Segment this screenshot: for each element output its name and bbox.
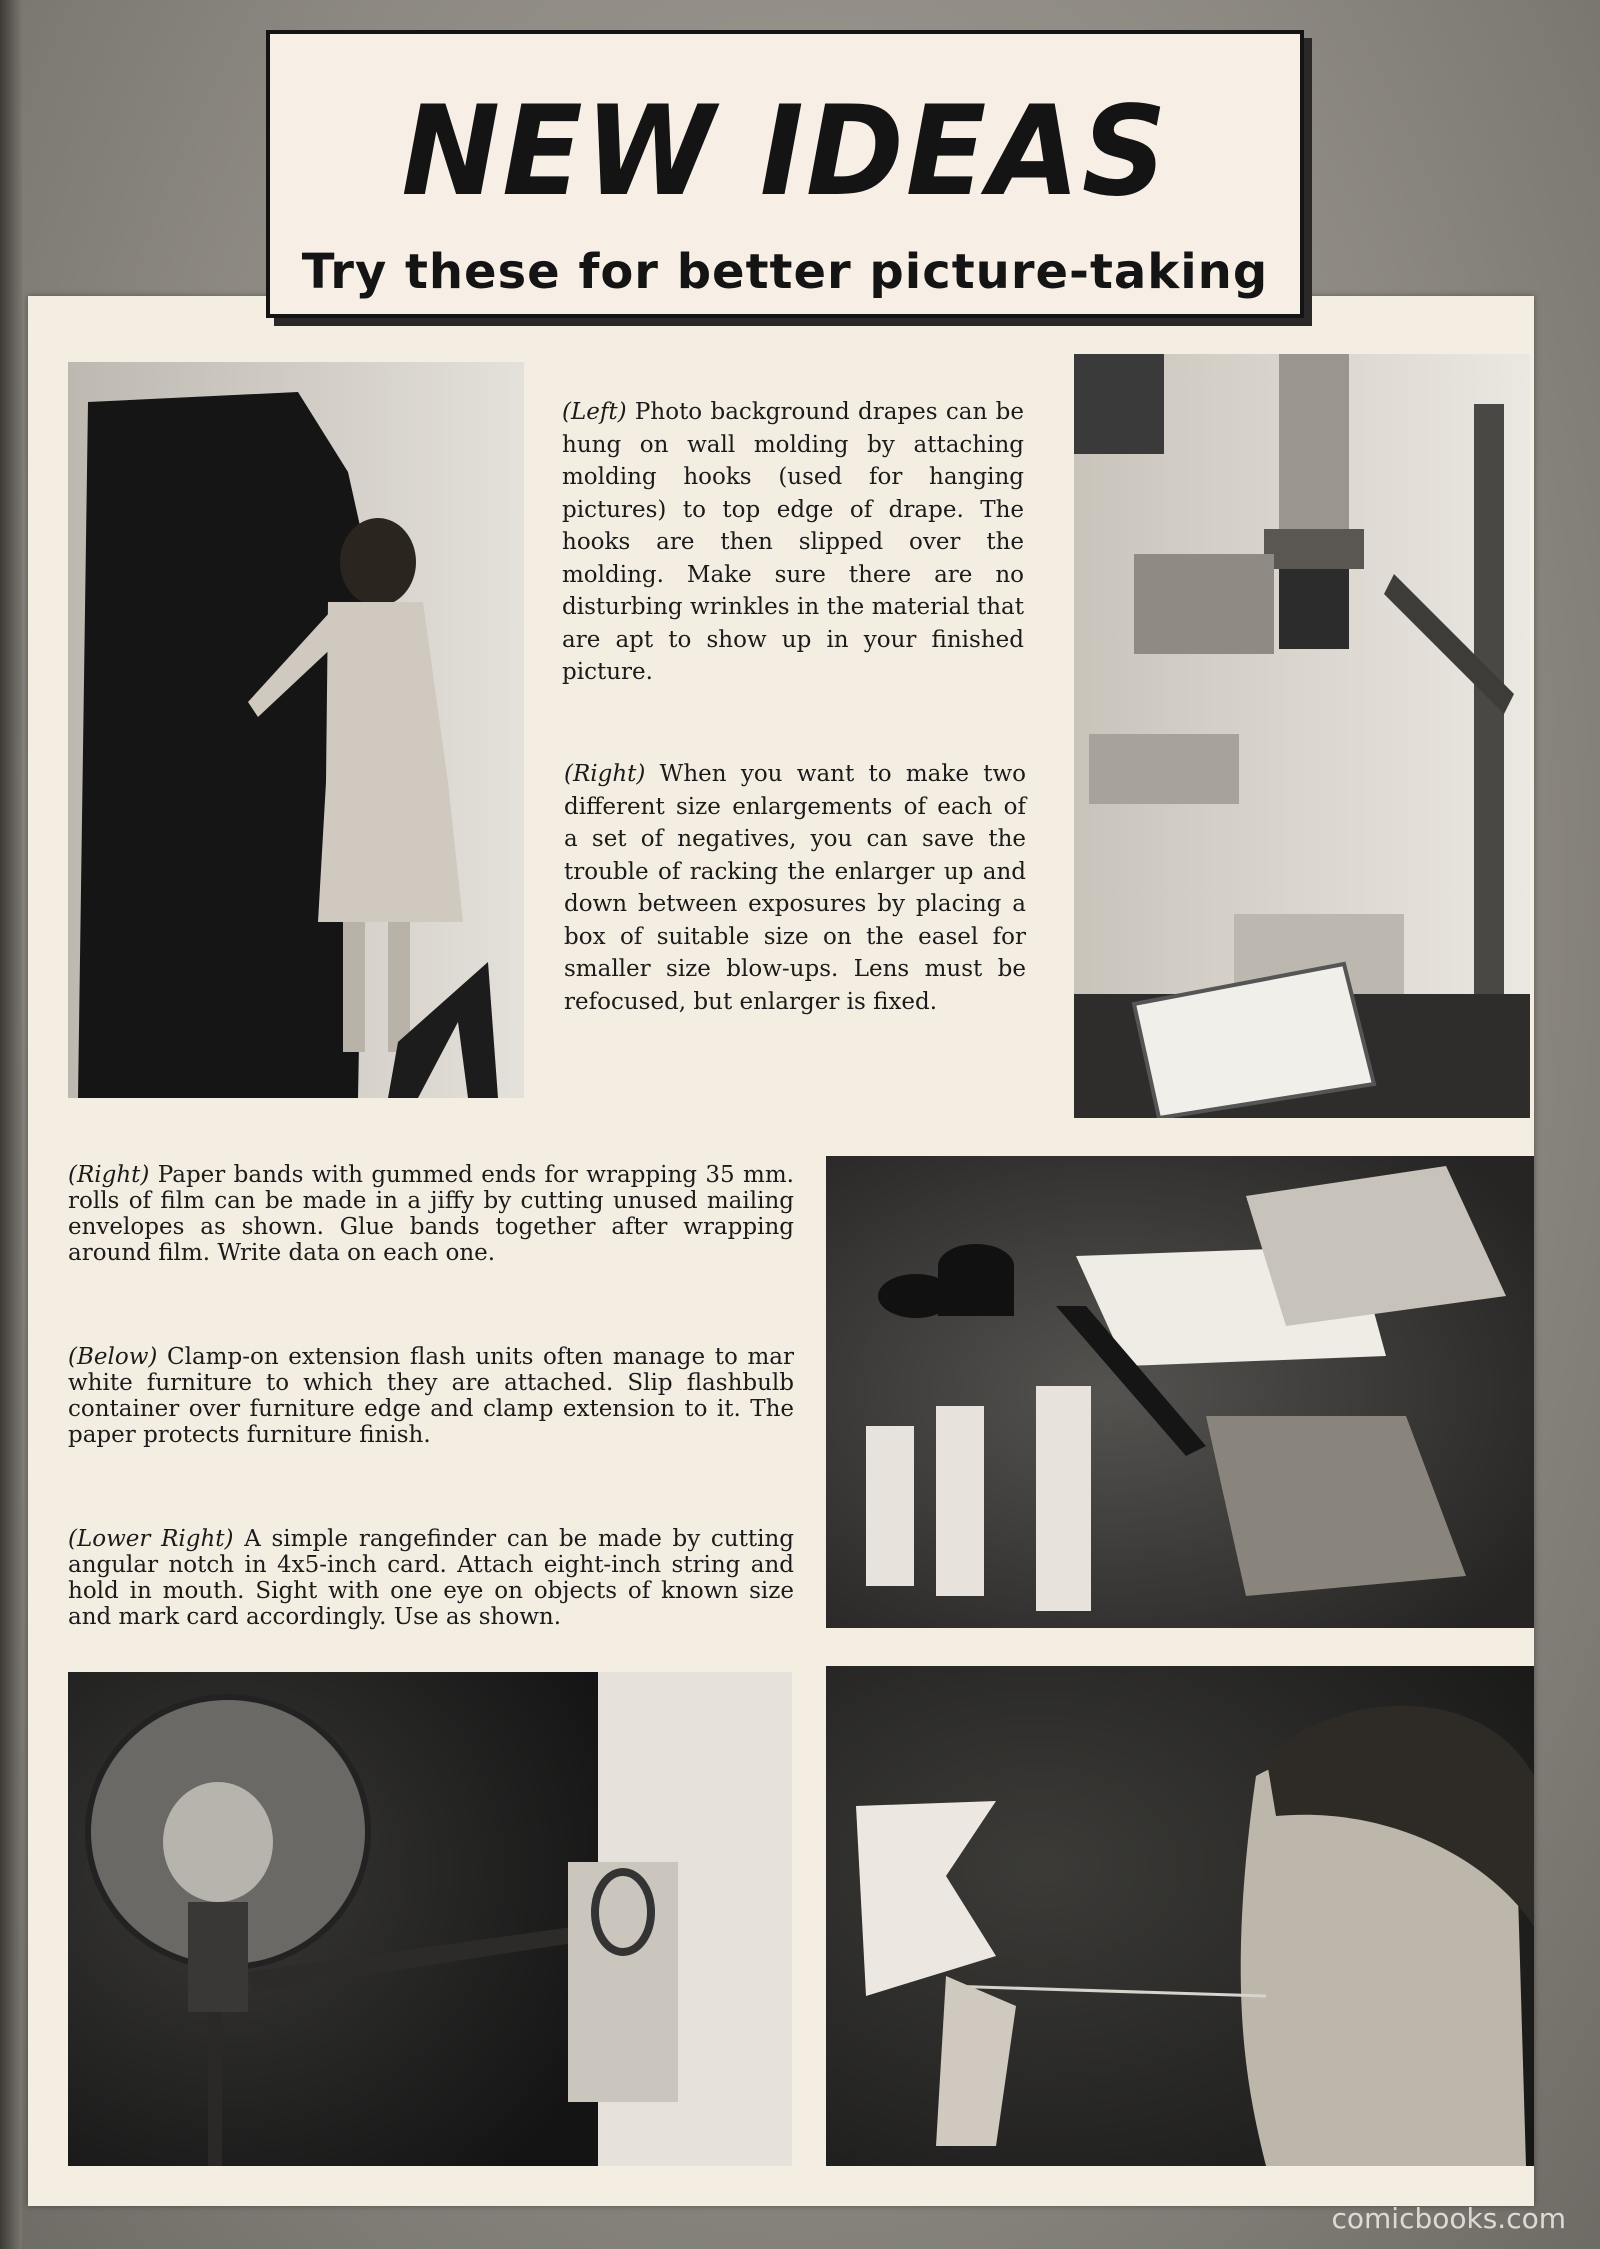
caption-left-drape <box>562 396 1024 689</box>
photo-flash-unit <box>68 1672 792 2166</box>
caption-text: A simple rangefinder can be made by cutting angular notch in 4x5-inch card. Attach eight-inch string and hold in mouth. Sight with one eye on objects of known size and mark card accordingly. Use as shown. <box>68 1526 794 1630</box>
photo-rangefinder <box>826 1666 1534 2166</box>
caption-below-flash <box>68 1344 794 1448</box>
binding-spine <box>0 0 22 2249</box>
photo-enlarger <box>1074 354 1530 1118</box>
title-box <box>266 30 1304 318</box>
caption-lead: (Lower Right) <box>68 1526 234 1552</box>
caption-text: Clamp-on extension flash units often manage to mar white furniture to which they are attached. Slip flashbulb container over furniture edge and clamp extension to it. The paper protects furniture finish. <box>68 1344 794 1448</box>
caption-lead: (Left) <box>562 399 627 425</box>
page-title: NEW IDEAS <box>401 78 1169 224</box>
watermark: comicbooks.com <box>1331 2202 1566 2235</box>
caption-right-paper-bands <box>68 1162 794 1266</box>
photo-paper-bands <box>826 1156 1534 1628</box>
caption-lead: (Below) <box>68 1344 158 1370</box>
caption-text: Photo background drapes can be hung on wall molding by attaching molding hooks (used for hanging pictures) to top edge of drape. The hooks are then slipped over the molding. Make sure there are no disturbing wrinkles in the material that are apt to show up in your finished picture. <box>562 399 1024 685</box>
caption-text: When you want to make two different size enlargements of each of a set of negatives, you can save the trouble of racking the enlarger up and down between exposures by placing a box of suitable size on the easel for smaller size blow-ups. Lens must be refocused, but enlarger is fixed. <box>564 761 1026 1015</box>
caption-right-enlarger <box>564 758 1026 1018</box>
caption-text: Paper bands with gummed ends for wrapping 35 mm. rolls of film can be made in a jiffy by cutting unused mailing envelopes as shown. Glue bands together after wrapping around film. Write data on each one. <box>68 1162 794 1266</box>
page-subtitle: Try these for better picture-taking <box>301 244 1269 300</box>
caption-lower-right-rangefinder <box>68 1526 794 1630</box>
caption-lead: (Right) <box>68 1162 150 1188</box>
photo-drape-hanging <box>68 362 524 1098</box>
caption-lead: (Right) <box>564 761 646 787</box>
